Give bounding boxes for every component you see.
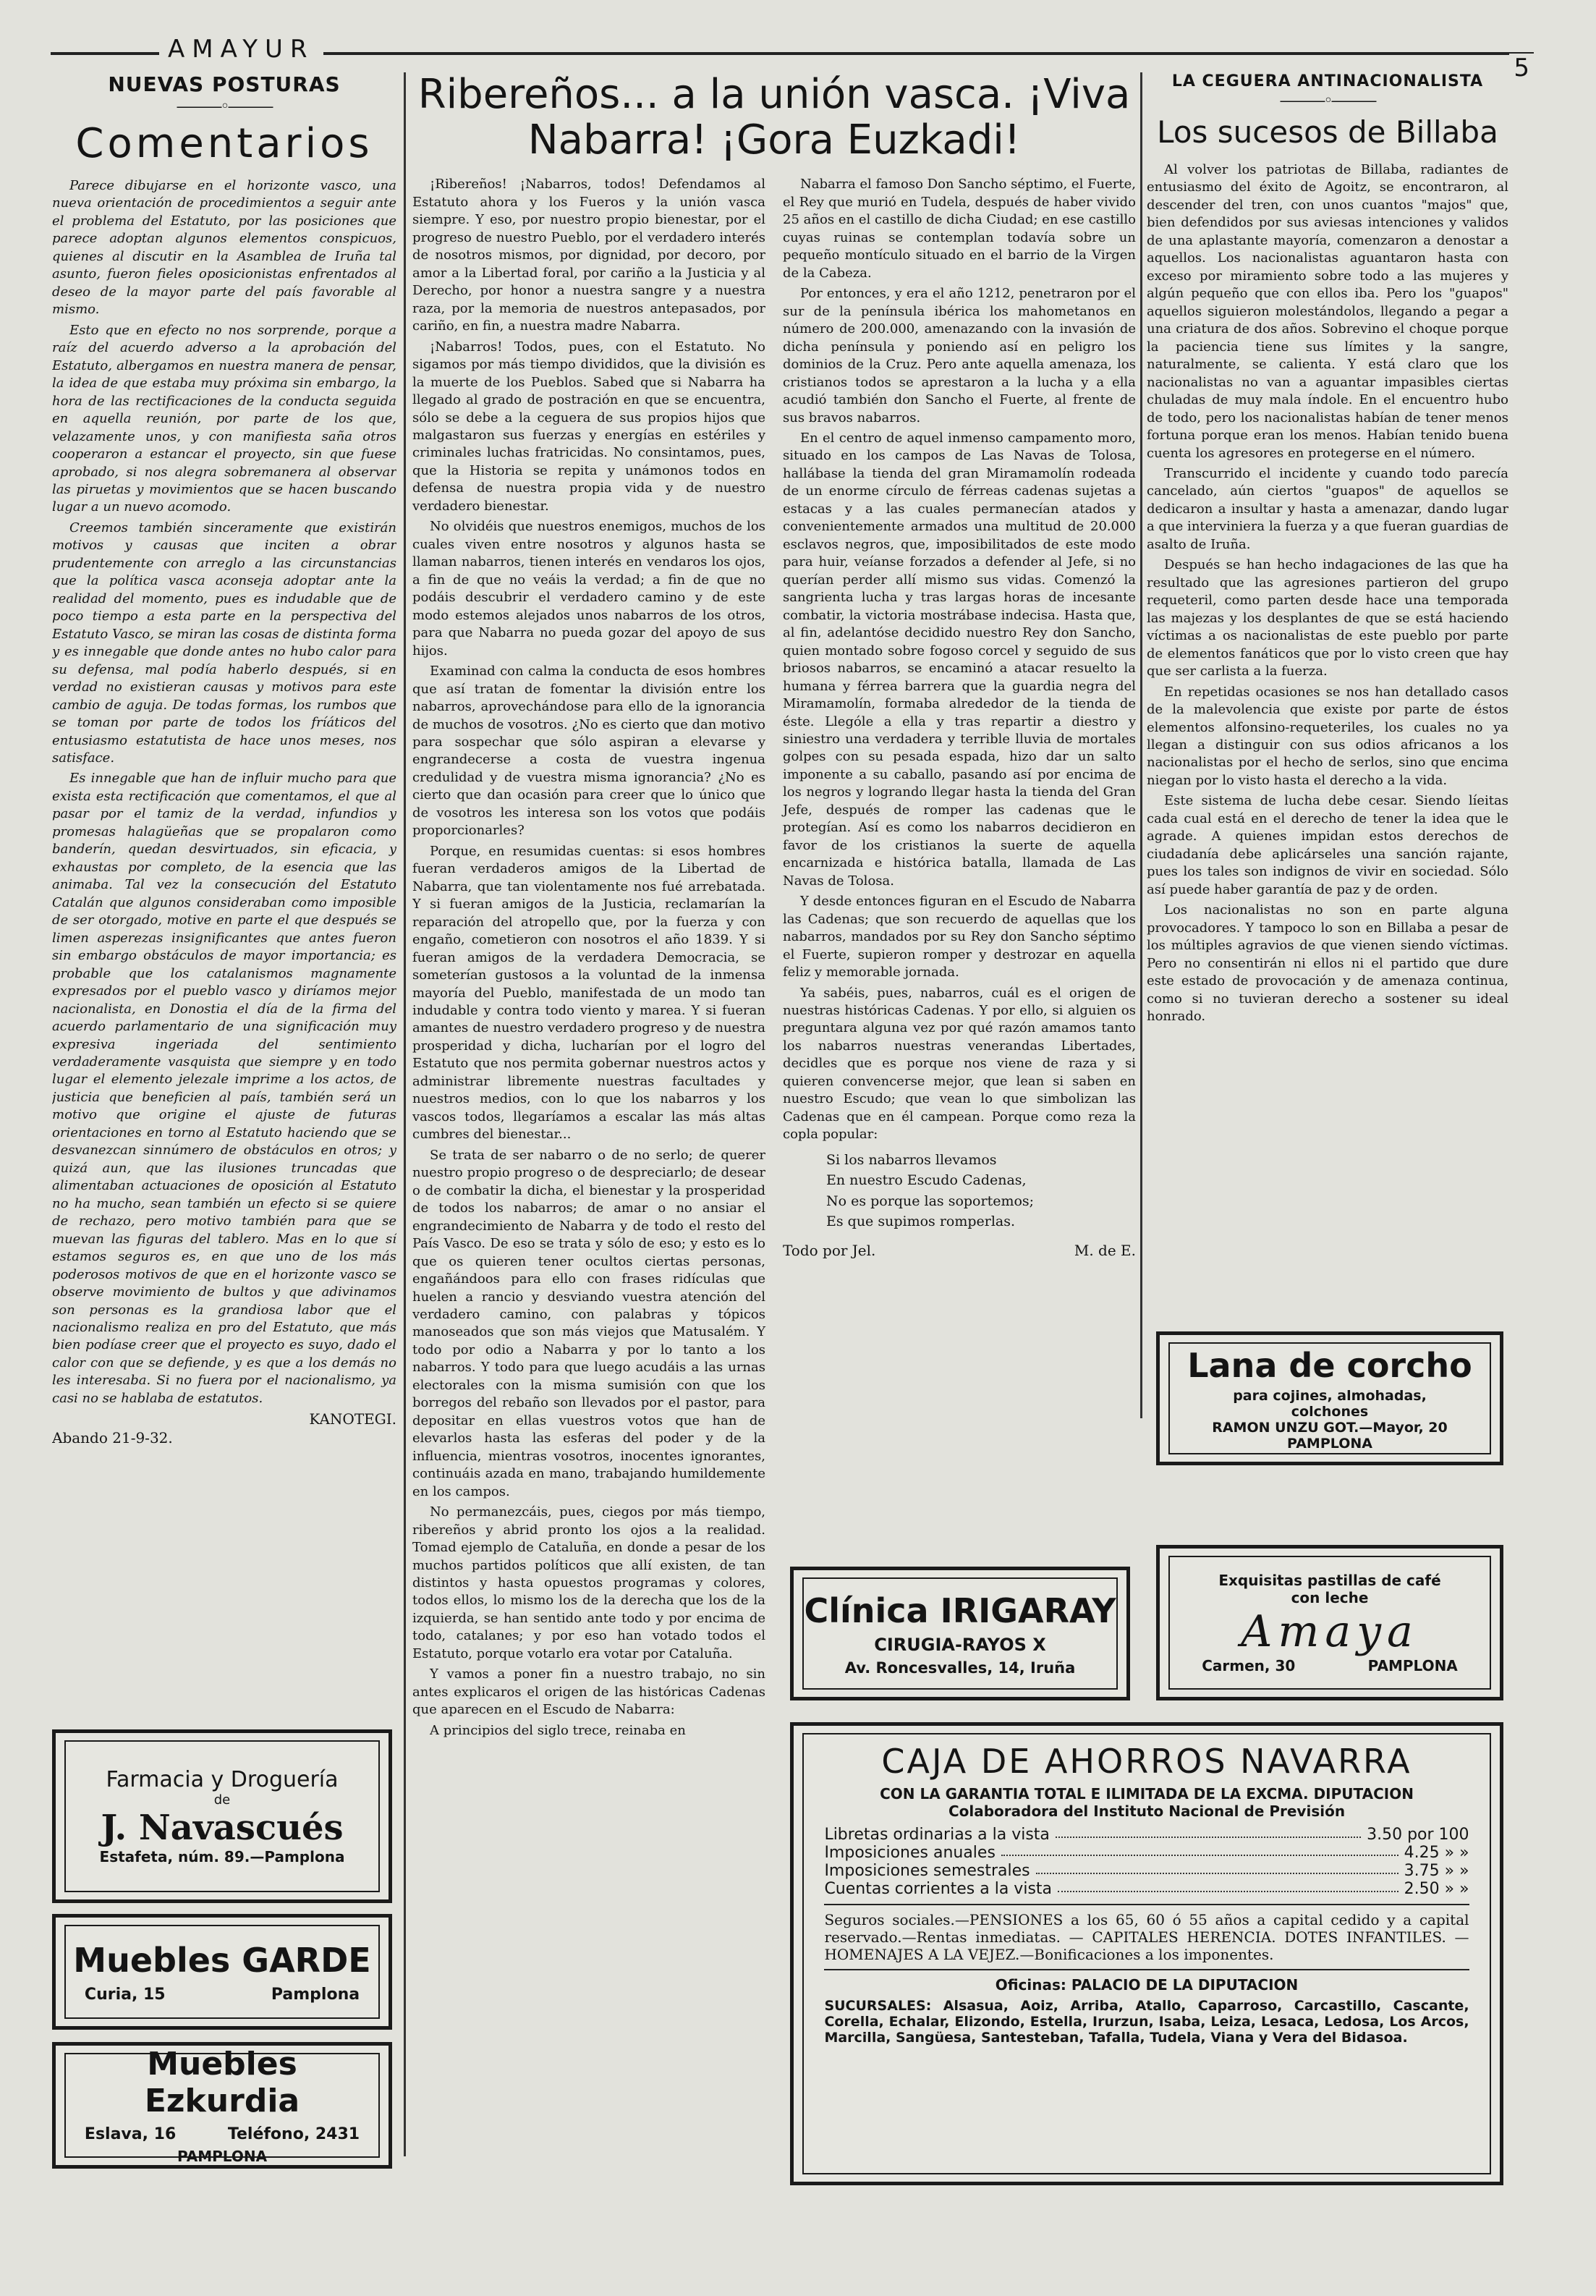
caja-title: CAJA DE AHORROS NAVARRA <box>881 1742 1412 1781</box>
col1-dateline: Abando 21-9-32. <box>52 1429 173 1447</box>
ad-irigaray-sub: CIRUGIA-RAYOS X <box>874 1634 1046 1655</box>
ad-irigaray-address: Av. Roncesvalles, 14, Iruña <box>844 1659 1076 1677</box>
ad-garde-street: Curia, 15 <box>84 1985 166 2004</box>
ad-irigaray <box>790 1567 1130 1700</box>
col1-signature: KANOTEGI. <box>309 1410 396 1428</box>
ornament: ―――◦――― <box>1280 92 1375 110</box>
ad-ezkurdia-name: Muebles Ezkurdia <box>144 2046 300 2119</box>
ad-corcho-line3: RAMON UNZU GOT.—Mayor, 20 <box>1212 1419 1448 1436</box>
col1-kicker: NUEVAS POSTURAS <box>108 72 341 96</box>
ad-amaya-brand: Amaya <box>1241 1606 1419 1657</box>
caja-sucursales: SUCURSALES: Alsasua, Aoiz, Arriba, Atallo, Caparroso, Carcastillo, Cascante, Corella, Echalar, Elizondo, Estella, Irurzun, Isaba, Leiza, Lesaca, Ledosa, Los Arcos, Marcilla, Sangüesa, Santesteban, Tafalla, Tudela, Viana y Vera del Bidasoa. <box>824 1998 1469 2046</box>
copla-popular <box>826 1150 1136 1232</box>
col2-paragraph: A principios del siglo trece, reinaba en <box>430 1722 686 1738</box>
col3-paragraph: En repetidas ocasiones se nos han detallado casos de la malevolencia que existe por parte de éstos elementos alfonsino-requeteriles, los cuales no ya llegan a distinguir con sus odios africanos a los nacionalistas por el hecho de serlos, sino que encima niegan por lo visto hasta el derecho a la vida. <box>1147 684 1508 788</box>
ad-navascues <box>52 1729 392 1903</box>
col2-right-column <box>783 176 1136 1742</box>
masthead-title: AMAYUR <box>159 35 323 64</box>
col1-paragraph: Parece dibujarse en el horizonte vasco, una nueva orientación de procedimientos a seguir ante el problema del Estatuto, por las posiciones que parece adoptan algunos elementos conspicuos, quienes al discutir en la Asamblea de Iruña tal asunto, fueron fieles oposicionistas enfrentados al deseo de la mayor parte del país favorable al mismo. <box>52 178 396 318</box>
page-number: 5 <box>1509 54 1534 82</box>
poem-line: Es que supimos romperlas. <box>826 1213 1016 1230</box>
col3-paragraph: Después se han hecho indagaciones de las que ha resultado que las agresiones partieron del grupo requeteril, como parten desde hace una temporada las majezas y los desplantes de que se está haciendo víctimas a os nacionalistas de este pueblo por parte de elementos fanáticos que por lo visto creen que hay que ser carlista a la fuerza. <box>1147 557 1508 679</box>
ornament: ―――◦――― <box>177 98 272 116</box>
ad-garde <box>52 1914 392 2030</box>
col2-paragraph: Por entonces, y era el año 1212, penetraron por el sur de la península ibérica los mahometanos en número de 200.000, amenazando con la invasión de dicha península y poniendo así en peligro los dominios de la Cruz. Pero ante aquella amenaza, los cristianos todos se aprestaron a la lucha y a ella acudió también don Sancho el Fuerte, al frente de sus bravos nabarros. <box>783 286 1136 425</box>
col1-body <box>52 177 396 1407</box>
ad-amaya-line1: Exquisitas pastillas de café <box>1218 1571 1441 1589</box>
col2-paragraph: Se trata de ser nabarro o de no serlo; de querer nuestro propio progreso o de despreciarlo; de desear o de combatir la dicha, el bienestar y la prosperidad de todos los nabarros; de amar o no ansiar el engrandecimiento de Nabarra y de todo el resto del País Vasco. De eso se trata y sólo de eso; y esto es lo que os quieren tener ocultos ciertas personas, engañándoos para ello con frases ridículas que huelen a rancio y desviando vuestra atención del verdadero camino, con palabras y tópicos manoseados que son más viejos que Matusalém. Y todo por odio a Nabarra y por lo tanto a los nabarros. Y todo para que luego acudáis a las urnas electorales con la misma sumisión con que los borregos del rebaño son llevados por el pastor, para depositar en ellas vuestros votos que han de elevarlos hasta las esferas del poder y de la influencia, mientras vosotros, inocentes ignorantes, continuáis azada en mano, trabajando humildemente en los campos. <box>412 1147 765 1499</box>
rate-label: Imposiciones anuales <box>824 1844 996 1862</box>
ad-navascues-address: Estafeta, núm. 89.—Pamplona <box>99 1848 345 1865</box>
ad-garde-address <box>85 1986 360 2004</box>
col3-title: Los sucesos de Billaba <box>1157 114 1498 150</box>
ad-corcho-line2: colchones <box>1291 1403 1369 1420</box>
col2-left-column <box>412 176 765 1742</box>
rate-value: 3.50 por 100 <box>1367 1826 1469 1844</box>
ad-corcho-line1: para cojines, almohadas, <box>1233 1387 1427 1404</box>
col2-paragraph: No permanezcáis, pues, ciegos por más tiempo, ribereños y abrid pronto los ojos a la realidad. Tomad ejemplo de Cataluña, en donde a pesar de los muchos partidos políticos que allí existen, de tan distintos y hasta opuestos programas y colores, todos ellos, lo mismo los de la derecha que los de la izquierda, se han sentido ante todo y por encima de todo, catalanes; y por eso han votado todos el Estatuto, porque votarlo era votar por Cataluña. <box>412 1504 765 1661</box>
col3-paragraph: Al volver los patriotas de Billaba, radiantes de entusiasmo del éxito de Agoitz, se encontraron, al descender del tren, con unos cuantos "majos" que, bien defendidos por sus aviesas intenciones y validos de una aplastante mayoría, comenzaron a denostar a aquellos. Los nacionalistas aguantaron hasta con exceso por miramiento sobre todo a las mujeres y algún pequeño que con ellos iba. Pero los "guapos" aquellos siguieron molestándolos, llegando a pegar a una criatura de dos años. Sobrevino el choque porque la paciencia tiene sus límites y la sangre, naturalmente, se calienta. Y está claro que los nacionalistas no van a aguantar impasibles ciertas chuladas de muy mala índole. En el encuentro hubo de todo, pero los nacionalistas habían de tener menos fortuna porque eran los menos. Habían tenido buena cuenta los agresores en protegerse en el número. <box>1147 162 1508 461</box>
ad-lana-de-corcho <box>1156 1331 1503 1465</box>
rate-row <box>824 1844 1469 1862</box>
col2-paragraph: En el centro de aquel inmenso campamento moro, situado en los campos de Las Navas de Tolosa, hallábase la tienda del gran Miramamolín rodeada de un enorme círculo de férreas cadenas sujetas a estacas y a las cuales permanecían atados y convenientemente armados una multitud de 20.000 esclavos negros, que, imposibilitados de este modo para huir, veíanse forzados a defender al Jefe, si no querían perder allí mismo sus vidas. Comenzó la sangrienta lucha y tras largas horas de incesante combatir, la victoria mostrábase indecisa. Hasta que, al fin, adelantóse decidido nuestro Rey don Sancho, quien montado sobre fogoso corcel y seguido de sus briosos nabarros, se encaminó a atacar resuelto la humana y férrea barrera que la guardia negra del Miramamolín, formaba alrededor de la tienda de éste. Llególe a ella y tras repartir a diestro y siniestro una verdadera y terrible lluvia de mortales golpes con su pesada espada, hizo dar un salto imponente a su caballo, pasando así por encima de los negros y logrando llegar hasta la tienda del Gran Jefe, después de romper las cadenas que le protegían. Así es como los nabarros decidieron en favor de los cristianos la suerte de aquella encarnizada e histórica batalla, llamada de Las Navas de Tolosa. <box>783 431 1136 889</box>
col3-kicker: LA CEGUERA ANTINACIONALISTA <box>1171 72 1484 90</box>
col2-paragraph: Porque, en resumidas cuentas: si esos hombres fueran verdaderos amigos de la Libertad de Nabarra, que tan violentamente nos fué arrebatada. Y si fueran amigos de la Justicia, reclamarían la reparación del atropello que, por la fuerza y con engaño, cometieron con nosotros el año 1839. Y si fueran amigos de la verdadera Democracia, se someterían gustosos a la voluntad de la inmensa mayoría del Pueblo, manifestada de un modo tan indudable y contra todo viento y marea. Y si fueran amantes de nuestro verdadero progreso y de nuestra prosperidad y dicha, lucharían por el logro del Estatuto que nos permita gobernar nuestros actos y administrar libremente nuestras facultades y nuestros medios, con lo que los nabarros y los vascos todos, llegaríamos a escalar las más altas cumbres del bienestar... <box>412 843 765 1143</box>
col2-title: Ribereños... a la unión vasca. ¡Viva Nabarra! ¡Gora Euzkadi! <box>417 72 1131 164</box>
ad-garde-name: Muebles GARDE <box>73 1940 371 1980</box>
ad-amaya-city: PAMPLONA <box>1367 1656 1458 1674</box>
ad-amaya-line2: con leche <box>1291 1588 1369 1606</box>
col3-body <box>1147 161 1508 1026</box>
ad-ezkurdia-address <box>85 2125 360 2143</box>
ad-navascues-line1: Farmacia y Droguería <box>106 1767 339 1792</box>
poem-line: No es porque las soportemos; <box>826 1193 1035 1209</box>
col2-paragraph: Nabarra el famoso Don Sancho séptimo, el Fuerte, el Rey que murió en Tudela, después de haber vivido 25 años en el castillo de dicha Ciudad; en ese castillo cuyas ruinas se contemplan todavía sobre un pequeño montículo situado en el barrio de la Virgen de la Cabeza. <box>783 177 1136 281</box>
col2-paragraph: Examinad con calma la conducta de esos hombres que así tratan de fomentar la división entre los nabarros, aprovechándose para ello de la ignorancia de muchos de vosotros. ¿No es cierto que dan motivo para sospechar que sólo aspiran a elevarse y engrandecerse a costa de vuestra ingenua credulidad y de vuestra misma ignorancia? ¿No es cierto que dan ocasión para creer que lo único que de vosotros les interesa son los votos que podáis proporcionarles? <box>412 664 765 839</box>
col2-paragraph: Y vamos a poner fin a nuestro trabajo, no sin antes explicaros el origen de las históricas Cadenas que aparecen en el Escudo de Nabarra: <box>412 1666 765 1718</box>
ad-garde-city: Pamplona <box>271 1985 360 2004</box>
closing-motto: Todo por Jel. <box>783 1241 876 1259</box>
rate-label: Imposiciones semestrales <box>824 1862 1030 1880</box>
column-divider <box>404 72 406 2156</box>
column-billaba <box>1147 72 1508 1317</box>
ad-corcho-name: Lana de corcho <box>1187 1345 1472 1385</box>
caja-oficinas: Oficinas: PALACIO DE LA DIPUTACION <box>824 1969 1469 1994</box>
ad-corcho-line4: PAMPLONA <box>1287 1435 1372 1452</box>
col2-paragraph: No olvidéis que nuestros enemigos, muchos de los cuales viven entre nosotros y algunos hasta se llaman nabarros, tienen interés en vendaros los ojos, a fin de que no veáis la verdad; a fin de que no podáis descubrir el verdadero camino y de este modo estemos alejados unos nabarros de los otros, para que Nabarra no pueda gozar del apoyo de sus hijos. <box>412 519 765 658</box>
ad-caja-de-ahorros <box>790 1722 1503 2185</box>
ad-ezkurdia <box>52 2042 392 2169</box>
ad-ezkurdia-phone: Teléfono, 2431 <box>227 2125 360 2143</box>
caja-collaborator: Colaboradora del Instituto Nacional de Previsión <box>948 1803 1346 1820</box>
rate-row <box>824 1826 1469 1844</box>
ad-navascues-name: J. Navascués <box>101 1808 344 1848</box>
rate-value: 2.50 » » <box>1404 1880 1469 1898</box>
col3-paragraph: Los nacionalistas no son en parte alguna provocadores. Y tampoco lo son en Billaba a pesar de los múltiples agravios de que vienen siendo víctimas. Pero no consentirán ni ellos ni el partido que dure este estado de provocación y de amenaza continua, como si no tuvieran derecho a sostener su ideal honrado. <box>1147 902 1508 1025</box>
col2-paragraph: Ya sabéis, pues, nabarros, cuál es el origen de nuestras históricas Cadenas. Y por ello, si alguien os preguntara alguna vez por qué razón amamos tanto los nabarros nuestras venerandas Libertades, decidles que es porque nos viene de raza y si quieren convencerse mejor, que lean si saben en nuestro Escudo; que vean lo que simbolizan las Cadenas que en él campean. Porque como reza la copla popular: <box>783 985 1136 1143</box>
col2-paragraph: ¡Ribereños! ¡Nabarros, todos! Defendamos al Estatuto ahora y los Fueros y la unión vasca siempre. Y eso, por nuestro propio bienestar, por el progreso de nuestro Pueblo, por el verdadero interés de nosotros mismos, por dignidad, por decoro, por amor a la Libertad foral, por cariño a la Justicia y al Derecho, por honor a nuestra sangre y a nuestra raza, por la memoria de nuestros antepasados, por cariño, en fin, a nuestra madre Nabarra. <box>412 177 765 334</box>
col1-paragraph: Esto que en efecto no nos sorprende, porque a raíz del acuerdo adverso a la aprobación del Estatuto, albergamos en nuestra manera de pensar, la idea de que estaba muy próxima sin embargo, la hora de las rectificaciones de la conducta seguida en aquella reunión, por parte de los que, velazamente unos, y con manifiesta saña otros cooperaron a estancar el proyecto, sin que fuese aprobado, si nos alegra sobremanera al observar las piruetas y movimientos que se hacen buscando lugar a un nuevo acomodo. <box>52 322 396 515</box>
col3-paragraph: Transcurrido el incidente y cuando todo parecía cancelado, aún ciertos "guapos" de aquellos se dedicaron a insultar y hasta a amenazar, dando lugar a que interviniera la fuerza y a que fueran guardias de asalto de Iruña. <box>1147 465 1508 552</box>
col1-title: Comentarios <box>75 120 373 167</box>
col2-body <box>412 176 1136 1742</box>
rate-row <box>824 1880 1469 1898</box>
ad-irigaray-name: Clínica IRIGARAY <box>804 1590 1116 1630</box>
poem-line: En nuestro Escudo Cadenas, <box>826 1172 1027 1189</box>
col1-paragraph: Creemos también sinceramente que existirán motivos y causas que inciten a obrar prudentemente con arreglo a las circunstancias que la política vasca aconseja adoptar ante la realidad del momento, pues es indudable que de poco tiempo a esta parte en la perspectiva del Estatuto Vasco, se miran las cosas de distinta forma y es innegable que donde antes no hubo calor para su defensa, mal podía haberlo después, si en verdad no existieran causas y motivos para este cambio de aguja. De todas formas, los rumbos que se toman por parte de todos los fríáticos del entusiasmo estatutista de hace unos meses, nos satisface. <box>52 520 396 766</box>
rate-row <box>824 1862 1469 1880</box>
rate-label: Libretas ordinarias a la vista <box>824 1826 1050 1844</box>
col1-paragraph: Es innegable que han de influir mucho para que exista esta rectificación que comentamos, el que al pasar por el tamiz de la verdad, infundios y promesas halagüeñas que se propalaron como banderín, quedan desvirtuados, sin eficacia, y exhaustas por completo, de la esencia que las animaba. Tal vez la consecución del Estatuto Catalán que algunos consideraban como imposible de ser otorgado, motive en parte el que después se limen asperezas insignificantes que antes fueron sin embargo obstáculos de mayor importancia; es probable que los catalanismos magnamente expresados por el pueblo vasco y diríamos mejor nacionalista, en Donostia el día de la firma del acuerdo parlamentario de una significación muy expresiva ingeriada del sentimiento verdaderamente vasquista que siempre y en todo lugar el elemento jelezale imprime a los actos, de justicia que beneficien al país, también será un motivo que origine el ajuste de futuras orientaciones en torno al Estatuto haciendo que se desvanezcan sinnúmero de obstáculos en otros; y quizá aun, que las ilusiones truncadas que alimentaban actuaciones de oposición al Estatuto no ha mucho, sean también un efecto si se quiere de rechazo, pero motivo también para que se muevan las figuras del tablero. Mas en lo que sí estamos seguros es, en que uno de los más poderosos motivos de que en el horizonte vasco se observe movimiento de bultos y que adivinamos son personas es la grandiosa labor que el nacionalismo realiza en pro del Estatuto, que más bien podíase creer que el proyecto es suyo, dado el calor con que se defiende, y es que a los demás no les interesaba. Si no fuera por el nacionalismo, ya casi no se hablaba de estatutos. <box>52 771 396 1406</box>
col2-paragraph: ¡Nabarros! Todos, pues, con el Estatuto. No sigamos por más tiempo divididos, que la división es la muerte de los Pueblos. Sabed que si Nabarra ha llegado al grado de postración en que se encuentra, sólo se debe a la ceguera de sus propios hijos que malgastaron sus fuerzas y energías en estériles y criminales luchas fratricidas. No consintamos, pues, que la Historia se repita y unámonos todos en defensa de nuestra propia vida y de nuestro verdadero bienestar. <box>412 339 765 514</box>
ad-ezkurdia-city: PAMPLONA <box>177 2148 268 2165</box>
ad-amaya-address <box>1202 1657 1458 1674</box>
col3-paragraph: Este sistema de lucha debe cesar. Siendo líeitas cada cual está en el derecho de tener la idea que le agrade. A quienes impidan estos derechos de ciudadanía debe aplicárseles una sanción rajante, pues los tales son indignos de vivir en sociedad. Sólo así puede haber garantía de paz y de orden. <box>1147 793 1508 897</box>
ad-amaya-street: Carmen, 30 <box>1202 1656 1296 1674</box>
caja-rates <box>824 1826 1469 1898</box>
caja-guarantee: CON LA GARANTIA TOTAL E ILIMITADA DE LA EXCMA. DIPUTACION <box>880 1785 1414 1803</box>
col2-paragraph: Y desde entonces figuran en el Escudo de Nabarra las Cadenas; que son recuerdo de aquellas que los nabarros, mandados por su Rey don Sancho séptimo el Fuerte, supieron romper y destrozar en aquella feliz y memorable jornada. <box>783 894 1136 980</box>
author-initials: M. de E. <box>1074 1241 1136 1259</box>
ad-amaya <box>1156 1545 1503 1700</box>
ad-navascues-line2: de <box>213 1792 231 1808</box>
poem-line: Si los nabarros llevamos <box>826 1151 997 1168</box>
rate-value: 4.25 » » <box>1404 1844 1469 1862</box>
column-divider <box>1140 72 1142 1418</box>
caja-seguros: Seguros sociales.—PENSIONES a los 65, 60 ó 55 años a capital cedido y a capital reservado.—Rentas inmediatas. — CAPITALES HERENCIA. DOTES INFANTILES. — HOMENAJES A LA VEJEZ.—Bonificaciones a los imponentes. <box>824 1904 1469 1963</box>
col2-closing <box>783 1241 1136 1261</box>
rate-label: Cuentas corrientes a la vista <box>824 1880 1053 1898</box>
rate-value: 3.75 » » <box>1404 1862 1469 1880</box>
ad-ezkurdia-street: Eslava, 16 <box>84 2125 177 2143</box>
